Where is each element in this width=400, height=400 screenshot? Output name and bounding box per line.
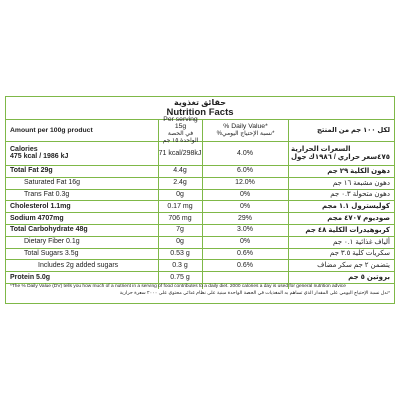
nutrient-label: Dietary Fiber 0.1g [24,238,80,246]
calories-row [6,141,394,166]
footnote-arabic: *تدل نسبة الإحتياج اليومي على المقدار الذي تساهم به المغذيات في الحصة الواحدة مبنية على نظام غذائي محتوي على ٢٠٠٠ سعرة حرارية [119,290,390,296]
nutrient-label-ar: دهون الكلية ٢٩ جم [327,167,390,175]
nutrient-label: Protein 5.0g [10,273,51,281]
nutrient-serving: 0.17 mg [167,202,193,210]
nutrient-serving: 0.3 g [172,261,188,269]
nutrient-serving: 2.4g [173,179,187,187]
nutrient-serving: 0.53 g [170,249,190,257]
nutrient-label-ar: كربوهيدرات الكلية ٤٨ جم [305,226,390,234]
footnote-english: *The % Daily Value (DV) tells you how much of a nutrient in a serving of food contributes to a daily diet. 2000 calories a day is used for general nutrition advice [10,284,346,289]
nutrient-dv: 0% [239,238,251,246]
amount-label: Amount per 100g product [10,126,93,134]
per-serving-ar: في الحصة الواحدة ١٥ جم [162,131,199,144]
calories-serving: 71 kcal/298kJ [158,149,202,157]
per-serving-en: Per serving 15g [163,116,198,130]
nutrient-label: Includes 2g added sugars [38,261,119,269]
nutrient-serving: 0g [176,190,184,198]
nutrient-label-ar: دهون متحولة ٠.٣ جم [330,191,390,199]
nutrient-dv: 0.6% [237,261,253,269]
dv-header-ar: %نسبة الإحتياج اليومي* [216,131,275,137]
nutrient-label-ar: دهون مشبعة ١٦ جم [332,179,390,187]
calories-value-ar: ٤٧٥سعر حراري / ١٩٨٦ك جول [290,154,390,161]
nutrient-dv [202,271,288,283]
nutrition-facts-panel [5,96,395,304]
nutrient-dv: 0% [239,202,251,210]
nutrient-dv: 0% [239,190,251,198]
nutrient-dv: 12.0% [235,179,255,187]
nutrient-label-ar: يتضمن ٢ جم سكر مضاف [317,262,390,270]
nutrient-label: Total Carbohydrate 48g [10,226,88,234]
nutrient-label-ar: كوليسترول ١.١ مجم [322,203,390,211]
nutrient-label-ar: بروتين ٥ جم [348,274,390,282]
nutrient-serving: 0.75 g [170,273,190,281]
nutrient-label-ar: سكريات كلية ٣.٥ جم [329,250,390,258]
nutrient-label: Sodium 4707mg [10,214,64,222]
nutrient-serving: 4.4g [173,167,187,175]
nutrient-label-ar: صوديوم ٤٧٠٧ مجم [327,215,390,223]
nutrient-label-ar: ألياف غذائية ٠.١ جم [333,238,390,246]
nutrient-dv: 6.0% [237,167,253,175]
nutrient-dv: 0.6% [237,249,253,257]
header-row [6,116,394,144]
nutrient-label: Trans Fat 0.3g [24,190,70,198]
nutrient-label: Cholesterol 1.1mg [10,202,71,210]
nutrient-label: Total Sugars 3.5g [24,249,79,257]
nutrient-dv: 3.0% [237,226,253,234]
title-arabic: حقائق تغذوية [174,98,226,107]
calories-dv: 4.0% [237,149,253,157]
calories-label: Calories [10,146,38,153]
calories-value: 475 kcal / 1986 kJ [10,153,69,160]
footnote [6,283,394,303]
nutrient-label: Total Fat 29g [10,167,53,175]
dv-header-en: % Daily Value* [223,123,268,130]
amount-label-ar: لكل ١٠٠ جم من المنتج [316,127,390,134]
nutrient-label: Saturated Fat 16g [24,179,81,187]
nutrient-dv: 29% [237,214,252,222]
calories-label-ar: السعرات الحرارية [290,146,351,153]
nutrient-serving: 0g [176,238,184,246]
nutrient-serving: 7g [176,226,184,234]
nutrient-serving: 706 mg [168,214,192,222]
title-english: Nutrition Facts [166,107,234,118]
